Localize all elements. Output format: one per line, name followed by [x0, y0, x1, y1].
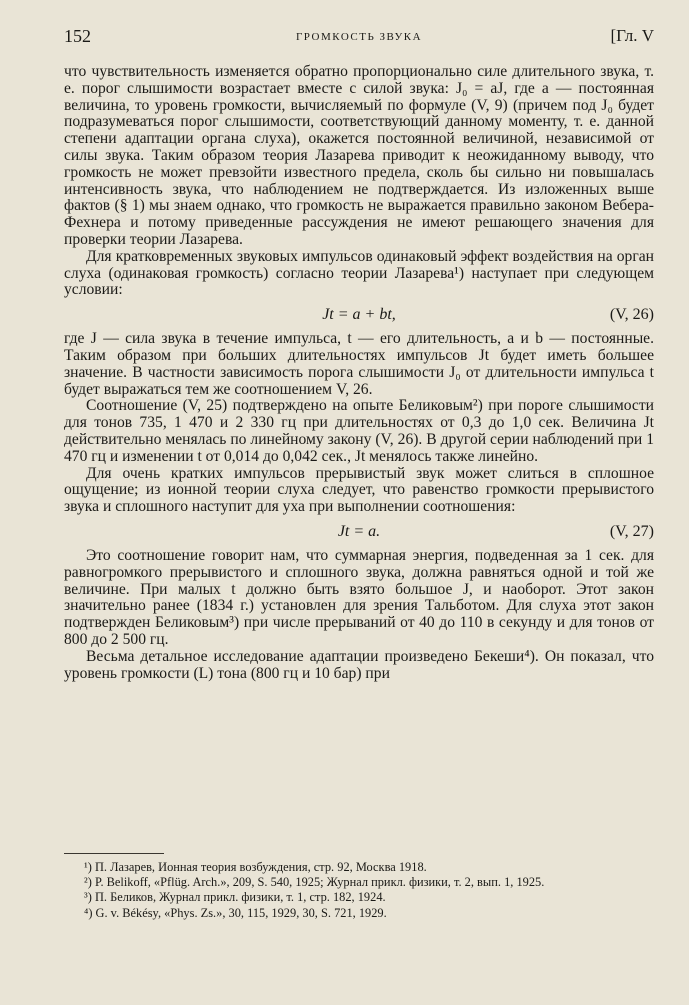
paragraph: что чувствительность изменяется обратно пропорционально силе длительного звука, т. е. порог слышимости возрастает вместе с силой звука: J₀ = aJ, где a — постоянная величина, то уровень громкости, вычисляемый по формуле (V, 9) (причем под J₀ будет подразумеваться порог слышимости, соответствующий данному моменту, т. е. данной степени адаптации органа слуха), окажется постоянной величиной, независимой от силы звука. Таким образом теория Лазарева приводит к неожиданному выводу, что громкость не может превзойти известного предела, сколь бы сильно ни повышалась интенсивность звука, что наблюдением не подтверждается. Из изложенных выше фактов (§ 1) мы знаем однако, что громкость не выражается правильно законом Вебера-Фехнера и потому приведенные рассуждения не имеют решающего значения для проверки теории Лазарева. [64, 63, 654, 248]
formula-number: (V, 26) [609, 306, 654, 324]
formula-expression: Jt = a + bt, [322, 306, 396, 324]
formula-v-26 [64, 303, 654, 329]
formula-number: (V, 27) [609, 522, 654, 540]
page-number: 152 [64, 26, 91, 46]
body-text [64, 64, 654, 682]
paragraph: Для кратковременных звуковых импульсов одинаковый эффект воздействия на орган слуха (одинаковая громкость) согласно теории Лазарева¹) наступает при следующем условии: [64, 247, 654, 299]
footnote: ⁴) G. v. Békésy, «Phys. Zs.», 30, 115, 1929, 30, S. 721, 1929. [84, 905, 387, 920]
formula-v-27 [64, 520, 654, 546]
page-header [64, 26, 654, 50]
running-title: ГРОМКОСТЬ ЗВУКА [295, 31, 423, 43]
chapter-label: [Гл. V [610, 26, 654, 45]
footnotes [64, 853, 654, 921]
formula-expression: Jt = a. [337, 522, 381, 540]
paragraph: Весьма детальное исследование адаптации произведено Бекеши⁴). Он показал, что уровень громкости (L) тона (800 гц и 10 бар) при [64, 647, 654, 682]
paragraph: где J — сила звука в течение импульса, t — его длительность, a и b — постоянные. Таким образом при больших длительностях импульсов Jt будет иметь большее значение. В частности зависимость порога слышимости J₀ от длительности импульса t будет выражаться тем же соотношением V, 26. [64, 330, 654, 398]
paragraph: Соотношение (V, 25) подтверждено на опыте Беликовым²) при пороге слышимости для тонов 735, 1 470 и 2 330 гц при длительностях от 0,3 до 1,0 сек. Величина Jt действительно менялась по линейному закону (V, 26). В другой серии наблюдений при 1 470 гц и изменении t от 0,014 до 0,042 сек., Jt менялось также линейно. [64, 397, 654, 465]
paragraph: Для очень кратких импульсов прерывистый звук может слиться в сплошное ощущение; из ионной теории слуха следует, что равенство громкости прерывистого звука и сплошного наступит для уха при выполнении соотношения: [64, 464, 654, 516]
footnote: ¹) П. Лазарев, Ионная теория возбуждения, стр. 92, Москва 1918. [84, 860, 427, 874]
footnote-divider [64, 853, 164, 854]
paragraph: Это соотношение говорит нам, что суммарная энергия, подведенная за 1 сек. для равногромкого прерывистого и сплошного звука, должна равняться одной и той же величине. При малых t должно быть взято большое J, и наоборот. Этот закон значительно ранее (1834 г.) установлен для зрения Тальботом. Для слуха этот закон подтвержден Беликовым³) при числе прерываний от 40 до 110 в секунду и для тонов от 800 до 2 500 гц. [64, 546, 654, 648]
footnote: ²) P. Belikoff, «Pflüg. Arch.», 209, S. 540, 1925; Журнал прикл. физики, т. 2, вып. 1, 1925. [84, 875, 545, 890]
footnote: ³) П. Беликов, Журнал прикл. физики, т. 1, стр. 182, 1924. [84, 890, 386, 905]
